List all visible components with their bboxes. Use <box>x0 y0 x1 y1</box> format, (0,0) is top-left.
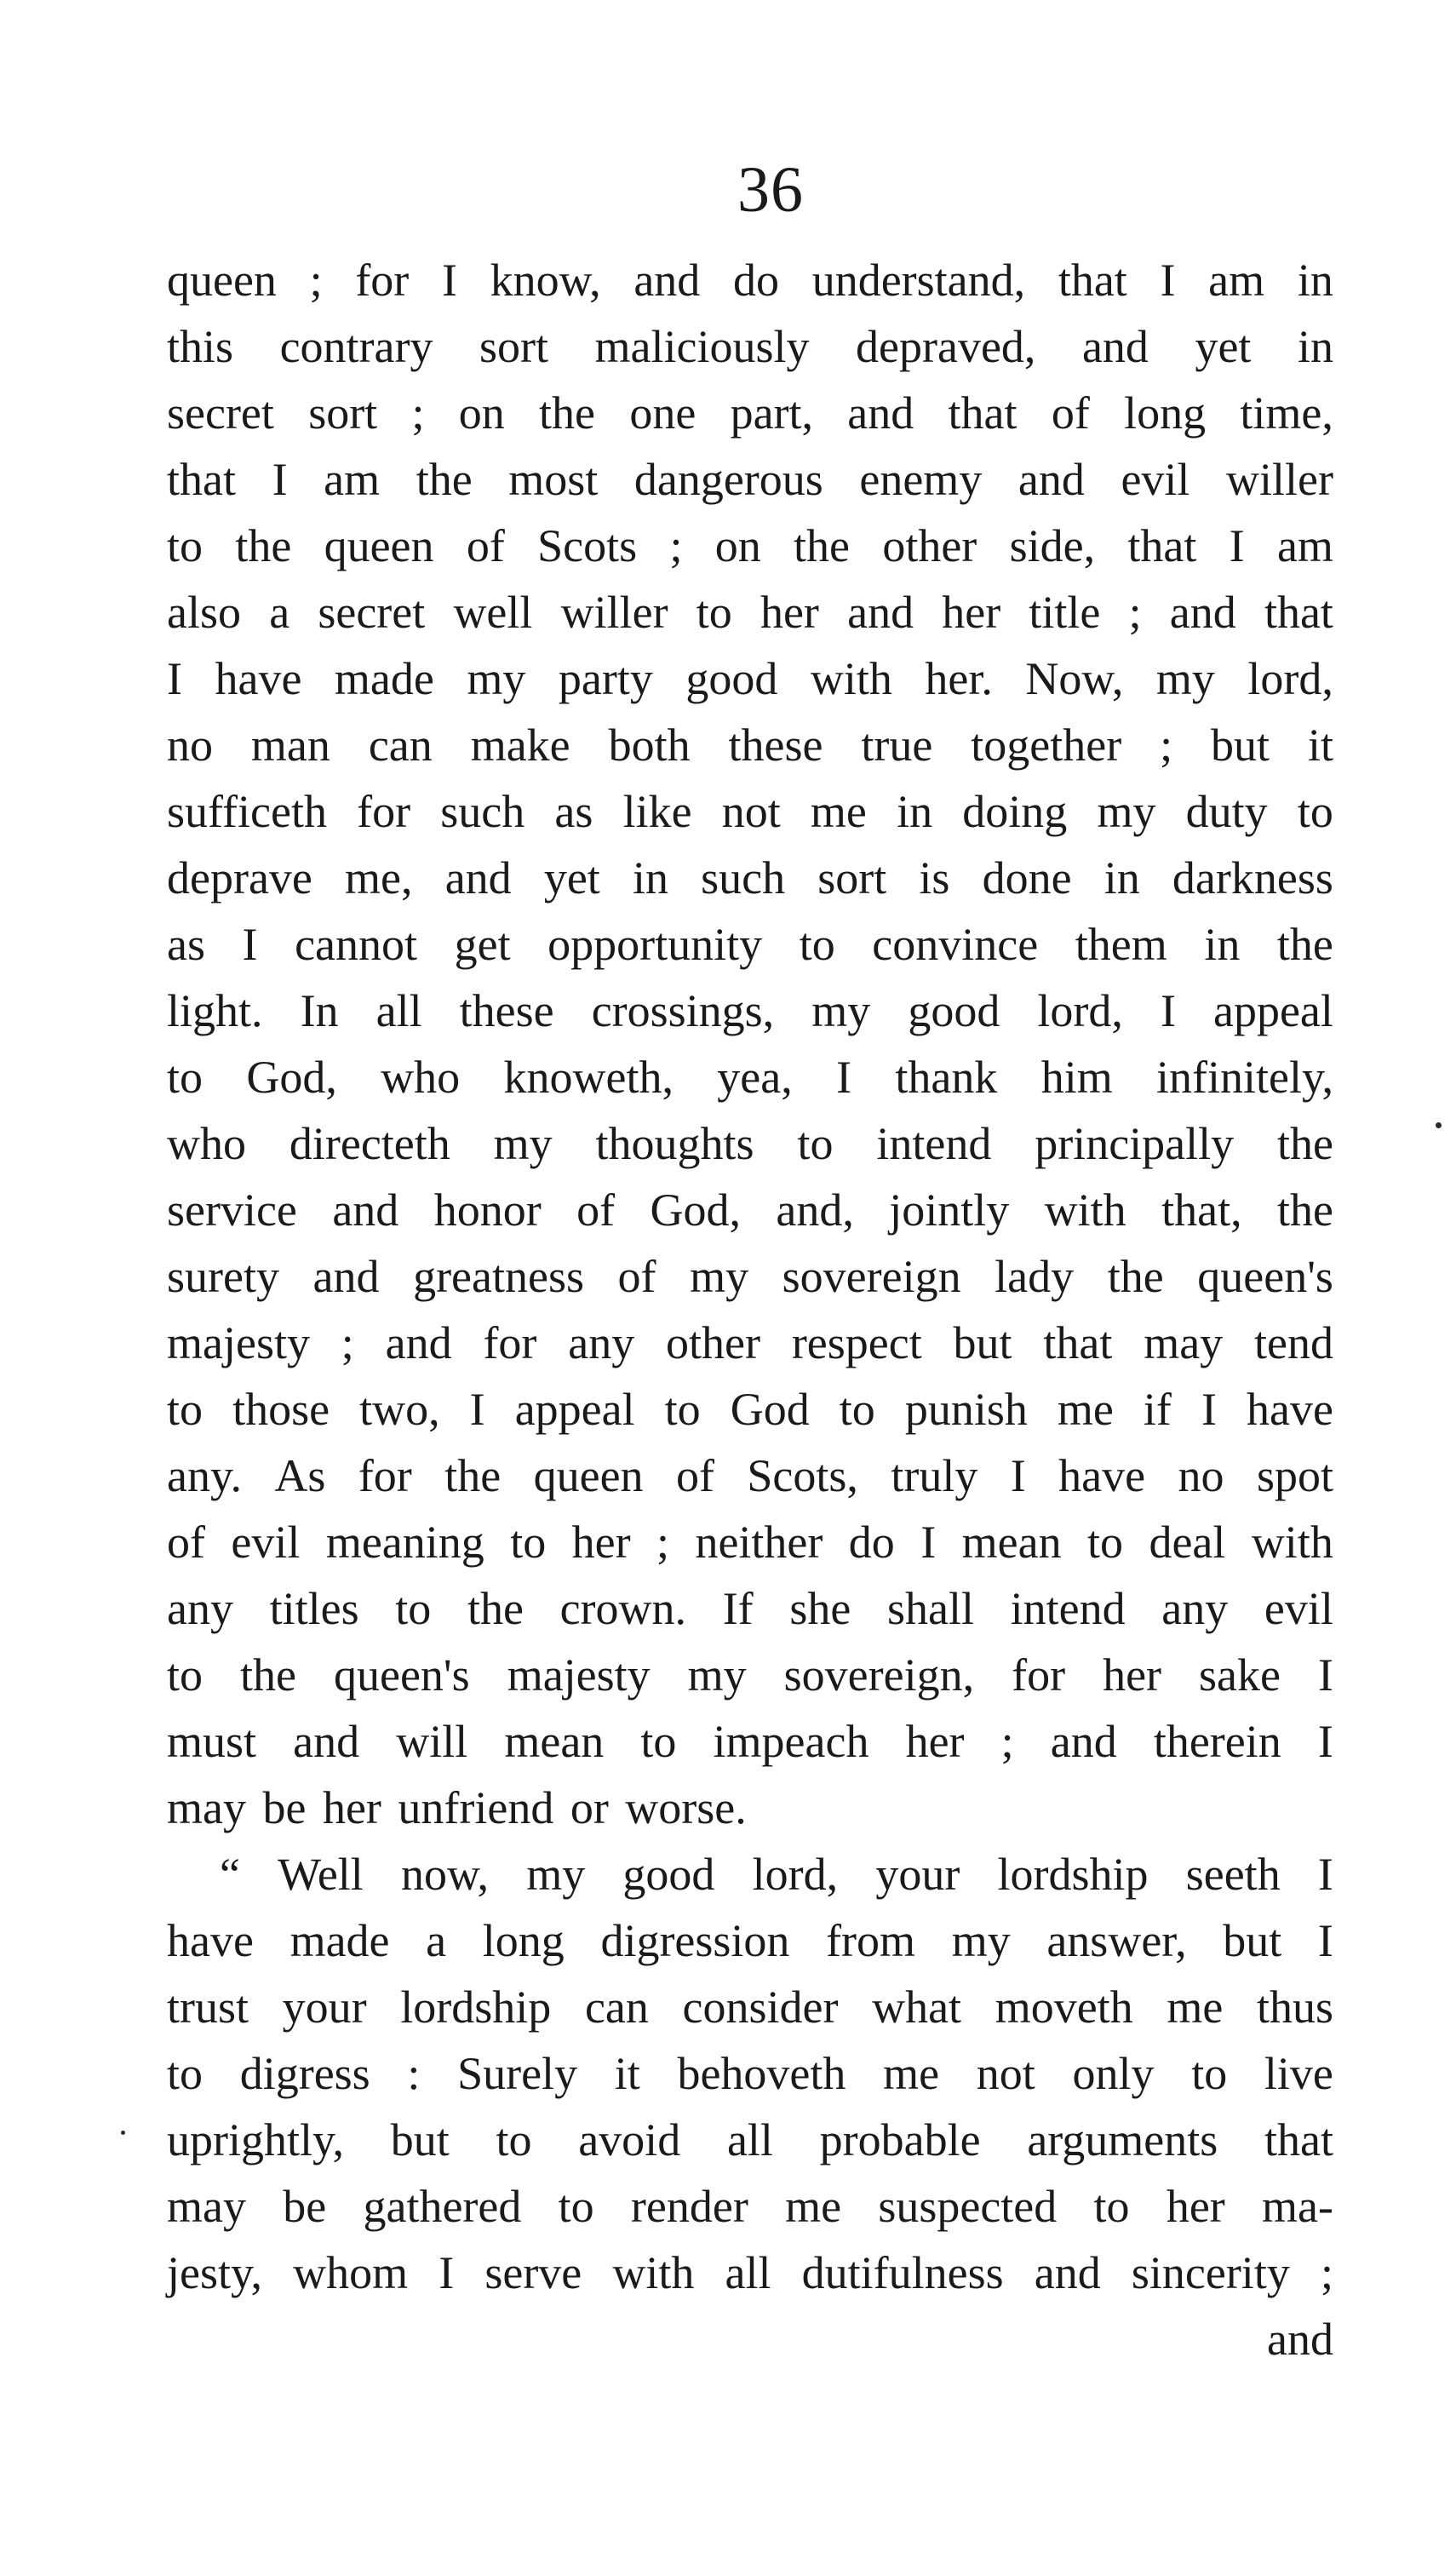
ink-speck <box>121 2131 125 2135</box>
text-line: must and will mean to impeach her ; and therein I <box>167 1716 1333 1767</box>
body-text <box>167 247 1333 2372</box>
text-line: have made a long digression from my answer, but I <box>167 1915 1333 1966</box>
text-line: service and honor of God, and, jointly with that, the <box>167 1184 1333 1236</box>
ink-speck <box>1436 1122 1442 1128</box>
text-line: surety and greatness of my sovereign lady the queen's <box>167 1251 1333 1302</box>
paragraph-end-line: may be her unfriend or worse. <box>167 1782 747 1833</box>
text-line: deprave me, and yet in such sort is done in darkness <box>167 852 1333 903</box>
text-line: secret sort ; on the one part, and that of long time, <box>167 387 1333 439</box>
text-line: light. In all these crossings, my good lord, I appeal <box>167 985 1333 1036</box>
catchword: and <box>1267 2314 1333 2365</box>
text-line: any. As for the queen of Scots, truly I have no spot <box>167 1450 1333 1501</box>
text-line: to the queen of Scots ; on the other side, that I am <box>167 520 1333 571</box>
text-line: who directeth my thoughts to intend principally the <box>167 1118 1333 1169</box>
text-line: to God, who knoweth, yea, I thank him infinitely, <box>167 1052 1333 1103</box>
text-line: of evil meaning to her ; neither do I mean to deal with <box>167 1517 1333 1568</box>
page-number: 36 <box>737 154 804 226</box>
text-line: this contrary sort maliciously depraved, and yet in <box>167 321 1333 372</box>
text-line: to those two, I appeal to God to punish me if I have <box>167 1384 1333 1435</box>
text-line: queen ; for I know, and do understand, that I am in <box>167 255 1333 306</box>
paragraph-start-line: “ Well now, my good lord, your lordship seeth I <box>220 1849 1333 1900</box>
text-line: majesty ; and for any other respect but that may tend <box>167 1317 1333 1368</box>
text-line: trust your lordship can consider what moveth me thus <box>167 1982 1333 2033</box>
text-line: jesty, whom I serve with all dutifulness and sincerity ; <box>167 2247 1333 2298</box>
text-line: that I am the most dangerous enemy and evil willer <box>167 454 1333 505</box>
text-line: I have made my party good with her. Now, my lord, <box>167 653 1333 704</box>
text-line: to digress : Surely it behoveth me not only to live <box>167 2048 1333 2099</box>
text-line: as I cannot get opportunity to convince them in the <box>167 919 1333 970</box>
text-line: no man can make both these true together ; but it <box>167 720 1333 771</box>
text-line: sufficeth for such as like not me in doing my duty to <box>167 786 1333 837</box>
text-line: to the queen's majesty my sovereign, for her sake I <box>167 1649 1333 1701</box>
text-line: may be gathered to render me suspected to her ma- <box>167 2181 1333 2232</box>
text-line: any titles to the crown. If she shall intend any evil <box>167 1583 1333 1634</box>
text-line: also a secret well willer to her and her title ; and that <box>167 587 1333 638</box>
text-line: uprightly, but to avoid all probable arguments that <box>167 2114 1333 2165</box>
